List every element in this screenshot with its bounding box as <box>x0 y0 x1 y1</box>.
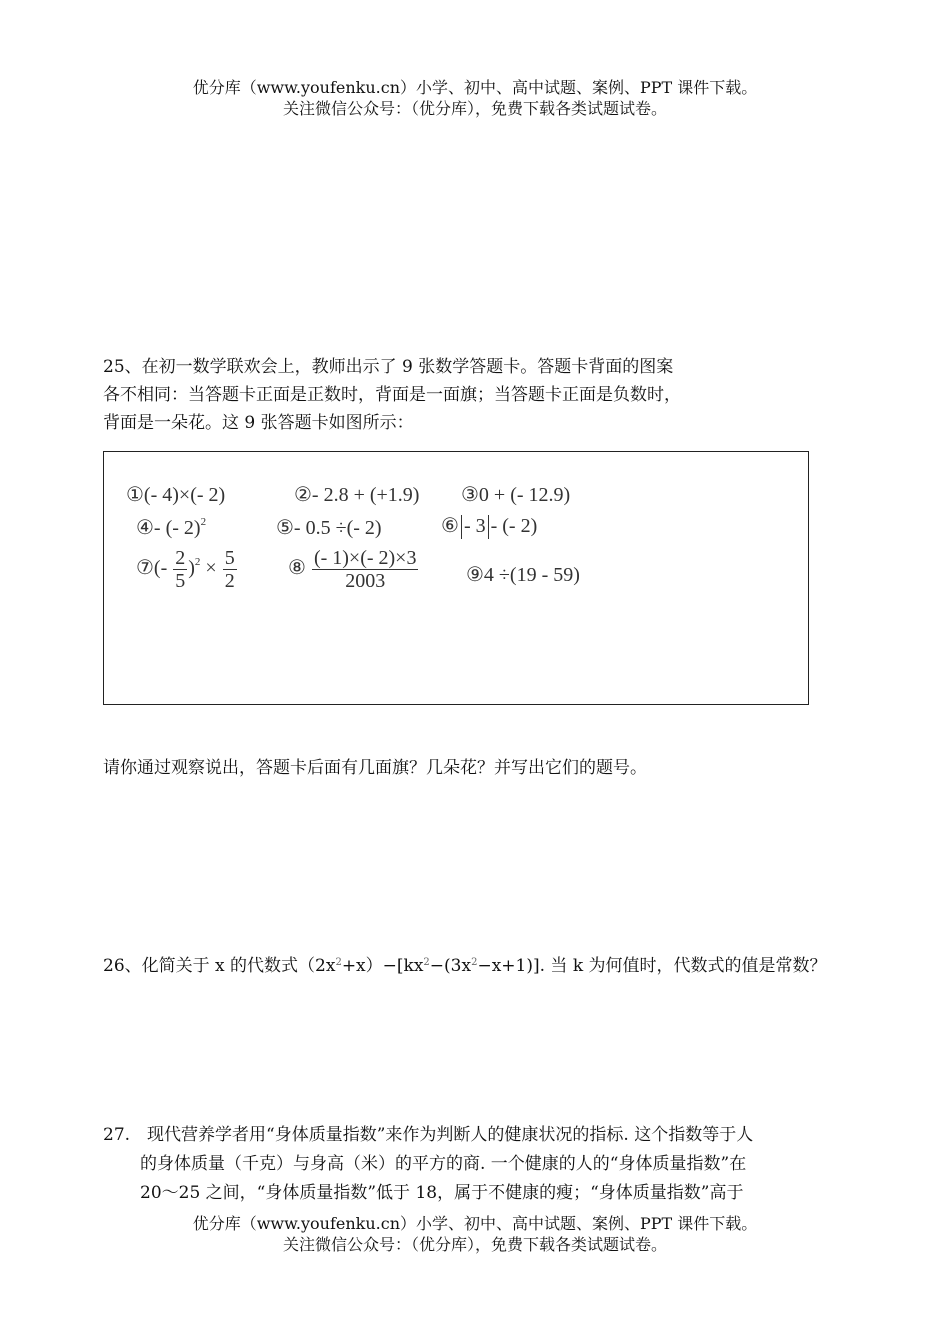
card-6 <box>441 513 537 539</box>
card-6-abs-value: - 3 <box>463 515 486 537</box>
q25-question: 请你通过观察说出，答题卡后面有几面旗？几朵花？并写出它们的题号。 <box>103 758 647 778</box>
fraction-two-fifths <box>173 547 187 592</box>
card-6-number: ⑥ <box>441 515 459 537</box>
card-7-open: ⑦(- <box>136 557 168 580</box>
q26-exponent-2: 2 <box>423 957 430 968</box>
card-8 <box>288 547 419 592</box>
card-1: ①(- 4)×(- 2) <box>126 484 226 506</box>
fraction-denominator: 2003 <box>345 570 386 592</box>
abs-bar-left <box>461 515 462 539</box>
q27-line-1: 27. 现代营养学者用“身体质量指数”来作为判断人的健康状况的指标. 这个指数等于人 <box>103 1125 754 1145</box>
q26-part-3: −(3x <box>429 956 472 976</box>
card-8-fraction <box>312 547 419 592</box>
card-5: ⑤- 0.5 ÷(- 2) <box>276 517 382 539</box>
q25-line-2: 各不相同：当答题卡正面是正数时，背面是一面旗；当答题卡正面是负数时， <box>103 385 681 405</box>
header-line-2: 关注微信公众号：（优分库），免费下载各类试题试卷。 <box>282 99 667 118</box>
card-8-number: ⑧ <box>288 557 306 580</box>
times-sign: × <box>205 557 217 580</box>
fraction-numerator: (- 1)×(- 2)×3 <box>313 547 417 569</box>
fraction-denominator: 5 <box>175 570 186 592</box>
header-line-1: 优分库（www.youfenku.cn）小学、初中、高中试题、案例、PPT 课件下载。 <box>192 78 758 97</box>
footer-line-2: 关注微信公众号：（优分库），免费下载各类试题试卷。 <box>282 1235 667 1254</box>
card-7-close: ) <box>188 557 195 580</box>
q25-line-3: 背面是一朵花。这 9 张答题卡如图所示： <box>103 413 414 433</box>
card-4-exponent: 2 <box>200 516 207 528</box>
fraction-numerator: 5 <box>224 547 235 569</box>
q27-line-3: 20～25 之间，“身体质量指数”低于 18，属于不健康的瘦；“身体质量指数”高于 <box>140 1183 744 1203</box>
fraction-denominator: 2 <box>224 570 235 592</box>
answer-cards-box <box>103 451 809 705</box>
q26-part-1: 26、化简关于 x 的代数式（2x <box>103 956 336 976</box>
q25-line-1: 25、在初一数学联欢会上，教师出示了 9 张数学答题卡。答题卡背面的图案 <box>103 357 674 377</box>
card-3: ③0 + (- 12.9) <box>461 484 571 506</box>
card-7-exponent: 2 <box>194 556 201 569</box>
fraction-five-halves <box>223 547 237 592</box>
q26-part-2: +x）−[kx <box>341 956 424 976</box>
abs-bar-right <box>488 515 489 539</box>
q26-part-4: −x+1)]. 当 k 为何值时，代数式的值是常数？ <box>477 956 827 976</box>
fraction-numerator: 2 <box>175 547 186 569</box>
q26-exponent-1: 2 <box>335 957 342 968</box>
card-9: ⑨4 ÷(19 - 59) <box>466 564 580 586</box>
question-26 <box>103 950 827 979</box>
footer-line-1: 优分库（www.youfenku.cn）小学、初中、高中试题、案例、PPT 课件下载。 <box>192 1214 758 1233</box>
card-4-base: ④- (- 2) <box>136 517 201 539</box>
q27-line-2: 的身体质量（千克）与身高（米）的平方的商. 一个健康的人的“身体质量指数”在 <box>140 1154 747 1174</box>
q26-exponent-3: 2 <box>471 957 478 968</box>
card-4 <box>136 515 206 540</box>
card-6-rest: - (- 2) <box>490 515 538 537</box>
card-2: ②- 2.8 + (+1.9) <box>294 484 420 506</box>
card-7 <box>136 547 238 592</box>
